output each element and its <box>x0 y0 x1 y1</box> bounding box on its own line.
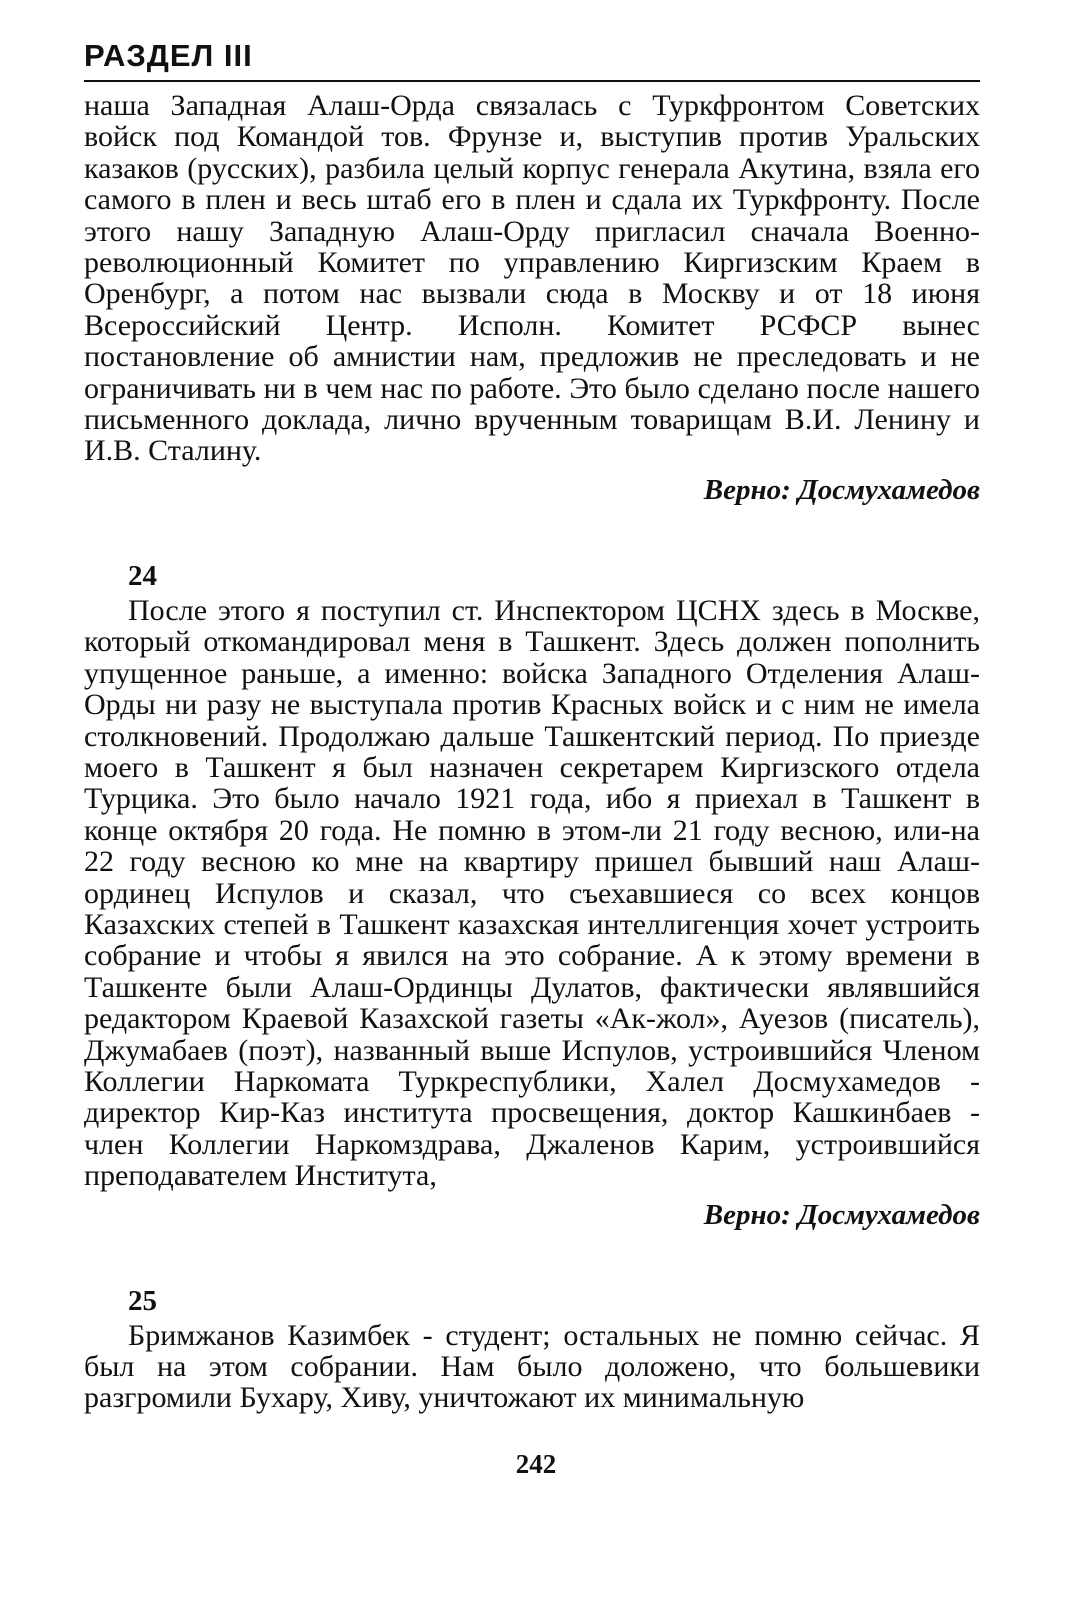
paragraph-body: Бримжанов Казимбек - студент; остальных не помню сейчас. Я был на этом собрании. Нам было доложено, что большевики разгромили Бухару, Хиву, уничтожают их минимальную <box>84 1318 980 1415</box>
paragraph-continuation: наша Западная Алаш-Орда связалась с Туркфронтом Советских войск под Командой тов. Фрунзе и, выступив против Уральских казаков (русских), разбила целый корпус генерала Акутина, взяла его самого в плен и весь штаб его в плен и сдала их Туркфронту. После этого нашу Западную Алаш-Орду пригласил сначала Военно-революционный Комитет по управлению Киргизским Краем в Оренбург, а потом нас вызвали сюда в Москву и от 18 июня Всероссийский Центр. Исполн. Комитет РСФСР вынес постановление об амнистии нам, предложив не преследовать и не ограничивать ни в чем нас по работе. Это было сделано после нашего письменного доклада, лично врученным товарищам В.И. Ленину и И.В. Сталину. <box>84 89 980 468</box>
signature-line: Верно: Досмухамедов <box>703 473 980 506</box>
paragraph-body: После этого я поступил ст. Инспектором ЦСНХ здесь в Москве, который откомандировал меня в Ташкент. Здесь должен пополнить упущенное раньше, а именно: войска Западного Отделения Алаш-Орды ни разу не выступала против Красных войск и с ним не имела столкновений. Продолжаю дальше Ташкентский период. По приезде моего в Ташкент я был назначен секретарем Киргизского отдела Турцика. Это было начало 1921 года, ибо я приехал в Ташкент в конце октября 20 года. Не помню в этом-ли 21 году весною, или-на 22 году весною ко мне на квартиру пришел бывший наш Алаш-ординец Испулов и сказал, что съехавшиеся со всех концов Казахских степей в Ташкент казахская интеллигенция хочет устроить собрание и чтобы я явился на это собрание. А к этому времени в Ташкенте были Алаш-Ординцы Дулатов, фактически являвшийся редактором Краевой Казахской газеты «Ак-жол», Ауезов (писатель), Джумабаев (поэт), названный выше Испулов, устроившийся Членом Коллегии Наркомата Туркреспублики, Халел Досмухамедов - директор Кир-Каз института просвещения, доктор Кашкинбаев - член Коллегии Наркомздрава, Джаленов Карим, устроившийся преподавателем Института, <box>84 593 980 1193</box>
section-number: 25 <box>128 1284 157 1317</box>
section-number: 24 <box>128 559 157 592</box>
running-head: РАЗДЕЛ III <box>84 36 980 82</box>
page-number: 242 <box>515 1449 557 1479</box>
document-page <box>84 36 980 1414</box>
signature-line: Верно: Досмухамедов <box>703 1198 980 1231</box>
